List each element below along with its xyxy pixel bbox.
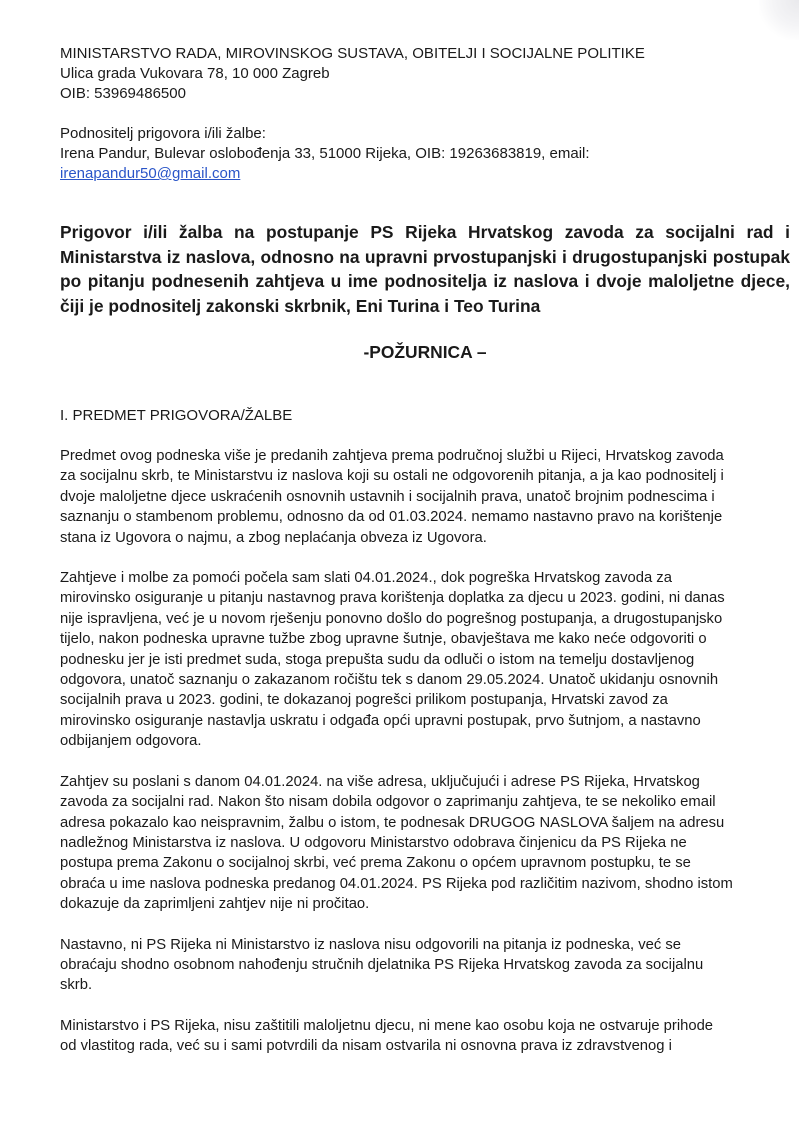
paragraph-line: zavoda za socijalni rad. Nakon što nisam dobila odgovor o zaprimanju zahtjeva, te se nekoliko email — [60, 794, 716, 811]
paragraph-line: skrb. — [60, 977, 93, 994]
paragraph-line: postupa prema Zakonu o socijalnoj skrbi, već prema Zakonu o općem upravnom postupku, te se — [60, 855, 691, 872]
document-title: Prigovor i/ili žalba na postupanje PS Rijeka Hrvatskog zavoda za socijalni rad i Ministarstva iz naslova, odnosno na upravni prvostupanjski i drugostupanjski postupak po pitanju podnesenih zahtjeva u ime podnositelja iz naslova i dvoje maloljetne djece, čiji je podnositelj zakonski skrbnik, Eni Turina i Teo Turina — [60, 222, 790, 316]
paragraph-line: za socijalnu skrb, te Ministarstvu iz naslova koji su ostali ne odgovorenih pitanja, a ja kao podnositelj i — [60, 468, 724, 485]
paragraph-line: nadležnog Ministarstva iz naslova. U odgovoru Ministarstvo odobrava činjenicu da PS Rijeka ne — [60, 834, 687, 851]
paragraph-line: od vlastitog rada, već su i sami potvrdili da nisam ostvarila ni osnovna prava iz zdravstvenog i — [60, 1038, 672, 1055]
page-corner-shadow — [759, 0, 799, 40]
section-heading: I. PREDMET PRIGOVORA/ŽALBE — [60, 407, 293, 424]
paragraph-line: Nastavno, ni PS Rijeka ni Ministarstvo iz naslova nisu odgovorili na pitanja iz podneska, već se — [60, 936, 681, 953]
document-page — [60, 44, 788, 1057]
paragraph-line: obraćaju shodno osobnom nahođenju stručnih djelatnika PS Rijeka Hrvatskog zavoda za socijalnu — [60, 956, 704, 973]
body-paragraph — [60, 772, 788, 915]
body-paragraph — [60, 935, 788, 996]
paragraph-line: podnesku jer je isti predmet suda, stoga prepušta sudu da odluči o istom na temelju dostavljenog — [60, 651, 695, 668]
recipient-header — [60, 44, 788, 104]
body-paragraph — [60, 1016, 788, 1057]
paragraph-line: Ministarstvo i PS Rijeka, nisu zaštitili maloljetnu djecu, ni mene kao osobu koja ne ostvaruje prihode — [60, 1017, 714, 1034]
submitter-label: Podnositelj prigovora i/ili žalbe: — [60, 125, 266, 142]
paragraph-line: obraća u ime naslova podneska predanog 04.01.2024. PS Rijeka pod različitim nazivom, shodno istom — [60, 875, 733, 892]
paragraph-line: odgovora, unatoč saznanju o zakazanom ročištu tek s danom 29.05.2024. Unatoč ukidanju osnovnih — [60, 672, 719, 689]
paragraph-line: adresa pokazalo kao neispravnim, žalbu o istom, te podnesak DRUGOG NASLOVA šaljem na adresu — [60, 814, 725, 831]
paragraph-line: Zahtjeve i molbe za pomoći počela sam slati 04.01.2024., dok pogreška Hrvatskog zavoda za — [60, 570, 672, 587]
paragraph-line: stana iz Ugovora o najmu, a zbog neplaćanja obveza iz Ugovora. — [60, 529, 487, 546]
paragraph-line: odbijanjem odgovora. — [60, 733, 202, 750]
paragraph-line: dokazuje da zaprimljeni zahtjev nije ni pročitao. — [60, 896, 370, 913]
ministry-address: Ulica grada Vukovara 78, 10 000 Zagreb — [60, 65, 330, 82]
paragraph-line: tijelo, nakon podneska upravne tužbe zbog upravne šutnje, obavještava me kako neće odgovoriti o — [60, 631, 707, 648]
paragraph-line: mirovinsko osiguranje nastavlja uskratu i odgađa opći upravni postupak, prvo šutnjom, a nastavno — [60, 712, 701, 729]
ministry-name: MINISTARSTVO RADA, MIROVINSKOG SUSTAVA, OBITELJI I SOCIJALNE POLITIKE — [60, 45, 645, 62]
submitter-block — [60, 124, 788, 184]
submitter-details: Irena Pandur, Bulevar oslobođenja 33, 51000 Rijeka, OIB: 19263683819, email: — [60, 145, 590, 162]
body-paragraph — [60, 446, 788, 548]
paragraph-line: Predmet ovog podneska više je predanih zahtjeva prema područnoj službi u Rijeci, Hrvatskog zavoda — [60, 448, 724, 464]
paragraph-line: mirovinsko osiguranje u pitanju nastavnog prava korištenja doplatka za djecu u 2023. godini, ni danas — [60, 590, 725, 607]
paragraph-line: Zahtjev su poslani s danom 04.01.2024. na više adresa, uključujući i adrese PS Rijeka, Hrvatskog — [60, 773, 700, 790]
urgent-label: -POŽURNICA – — [363, 342, 487, 362]
ministry-oib: OIB: 53969486500 — [60, 85, 186, 102]
body-paragraphs — [60, 446, 788, 1057]
submitter-email-link[interactable]: irenapandur50@gmail.com — [60, 165, 241, 182]
paragraph-line: nije ispravljena, već je u novom rješenju ponovno došlo do pogrešnog postupanja, a drugostupanjsko — [60, 610, 723, 627]
paragraph-line: socijalnih prava u 2023. godini, te dokazanoj pogrešci prilikom postupanja, Hrvatski zavod za — [60, 692, 668, 709]
paragraph-line: dvoje maloljetne djece uskraćenih osnovnih ustavnih i socijalnih prava, unatoč brojnim podnescima i — [60, 488, 715, 505]
body-paragraph — [60, 568, 788, 752]
paragraph-line: saznanju o stambenom problemu, odnosno da od 01.03.2024. nemamo nastavno pravo na korištenje — [60, 509, 723, 526]
